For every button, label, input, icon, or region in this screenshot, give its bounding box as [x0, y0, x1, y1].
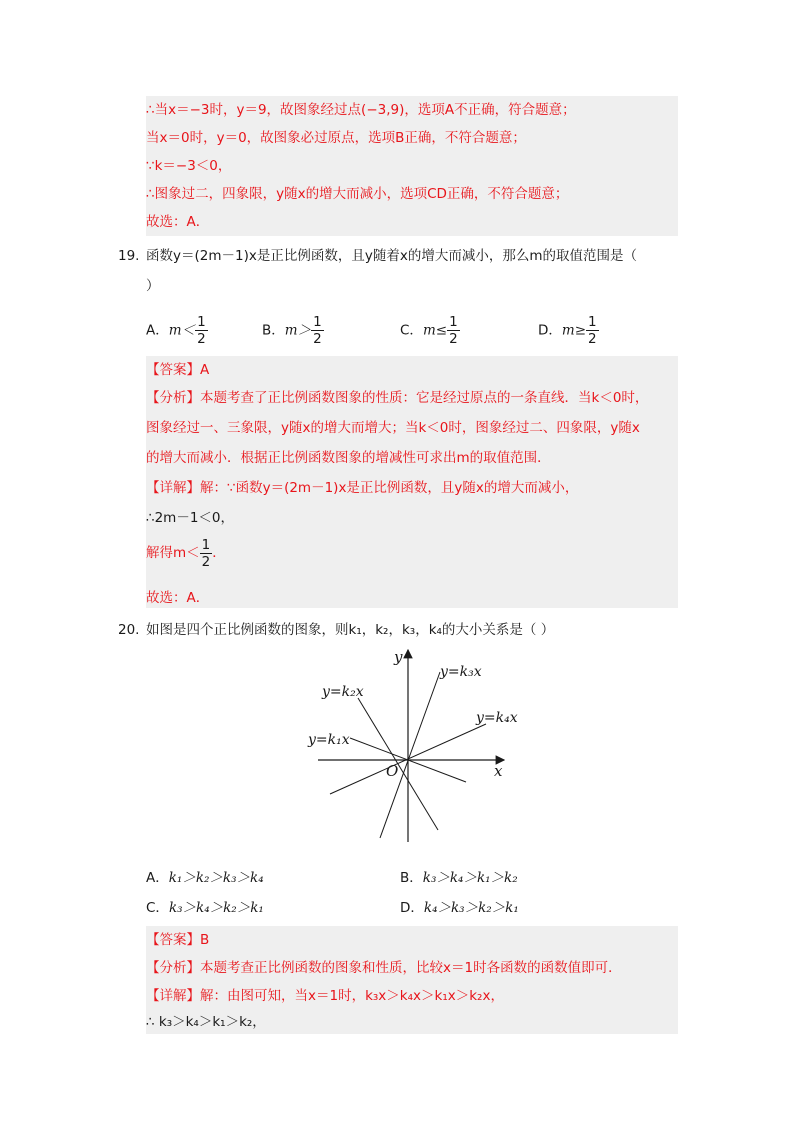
- question-20-number: 20.: [118, 622, 140, 638]
- analysis-line: 的增大而减小．根据正比例函数图象的增减性可求出m的取值范围．: [146, 450, 551, 466]
- proportional-functions-graph: [300, 642, 520, 852]
- option-19-d: D．m≥ $\frac{1}{2}$: [538, 314, 597, 347]
- y-axis-label: y: [394, 648, 403, 666]
- question-19-text-end: ）: [146, 278, 160, 294]
- choose-line: 故选：A．: [146, 590, 210, 606]
- question-19-number: 19.: [118, 248, 140, 264]
- answer-label: 【答案】B: [146, 932, 210, 948]
- line-k3: [380, 672, 440, 838]
- option-20-b: B．k₃＞k₄＞k₁＞k₂: [400, 870, 518, 886]
- solution-line: 故选：A．: [146, 214, 210, 230]
- detail-line: 【详解】解：由图可知，当x＝1时，k₃x＞k₄x＞k₁x＞k₂x，: [146, 988, 504, 1004]
- analysis-line: 【分析】本题考查正比例函数的图象和性质，比较x＝1时各函数的函数值即可．: [146, 960, 622, 976]
- answer-block-18: [146, 96, 678, 236]
- detail-line: ∴ k₃＞k₄＞k₁＞k₂，: [146, 1014, 266, 1030]
- origin-label: O: [386, 762, 399, 780]
- detail-line-fraction: 解得m＜ $\frac{1}{2}$ ．: [146, 536, 226, 570]
- option-19-c: C．m≤ $\frac{1}{2}$: [400, 314, 458, 347]
- detail-line: 【详解】解：∵函数y＝(2m－1)x是正比例函数，且y随x的增大而减小，: [146, 480, 579, 496]
- solution-line: 当x＝0时，y＝0，故图象必过原点，选项B正确，不符合题意；: [146, 130, 526, 146]
- option-19-a: A．m＜ $\frac{1}{2}$: [146, 314, 206, 347]
- option-19-b: B．m＞ $\frac{1}{2}$: [262, 314, 322, 347]
- option-20-c: C．k₃＞k₄＞k₂＞k₁: [146, 900, 264, 916]
- solution-line: ∴图象过二，四象限，y随x的增大而减小，选项CD正确，不符合题意；: [146, 186, 569, 202]
- analysis-line: 【分析】本题考查了正比例函数图象的性质：它是经过原点的一条直线．当k＜0时，: [146, 390, 649, 406]
- line-label-k1: y=k₁x: [308, 732, 350, 748]
- line-label-k2: y=k₂x: [322, 684, 364, 700]
- question-19-text: 函数y＝(2m－1)x是正比例函数，且y随着x的增大而减小，那么m的取值范围是（: [146, 248, 637, 264]
- solution-line: ∴当x＝−3时，y＝9，故图象经过点(−3,9)，选项A不正确，符合题意；: [146, 102, 576, 118]
- analysis-line: 图象经过一、三象限，y随x的增大而增大；当k＜0时，图象经过二、四象限，y随x: [146, 420, 640, 436]
- question-20-text: 如图是四个正比例函数的图象，则k₁，k₂，k₃，k₄的大小关系是（ ）: [146, 622, 555, 638]
- option-20-a: A．k₁＞k₂＞k₃＞k₄: [146, 870, 264, 886]
- detail-line: ∴2m－1＜0，: [146, 510, 235, 526]
- line-label-k4: y=k₄x: [476, 710, 518, 726]
- x-axis-label: x: [494, 762, 503, 780]
- answer-label: 【答案】A: [146, 362, 210, 378]
- answer-block-19: [146, 356, 678, 608]
- solution-line: ∵k＝−3＜0，: [146, 158, 232, 174]
- answer-block-20: [146, 926, 678, 1034]
- option-20-d: D．k₄＞k₃＞k₂＞k₁: [400, 900, 519, 916]
- line-label-k3: y=k₃x: [440, 664, 482, 680]
